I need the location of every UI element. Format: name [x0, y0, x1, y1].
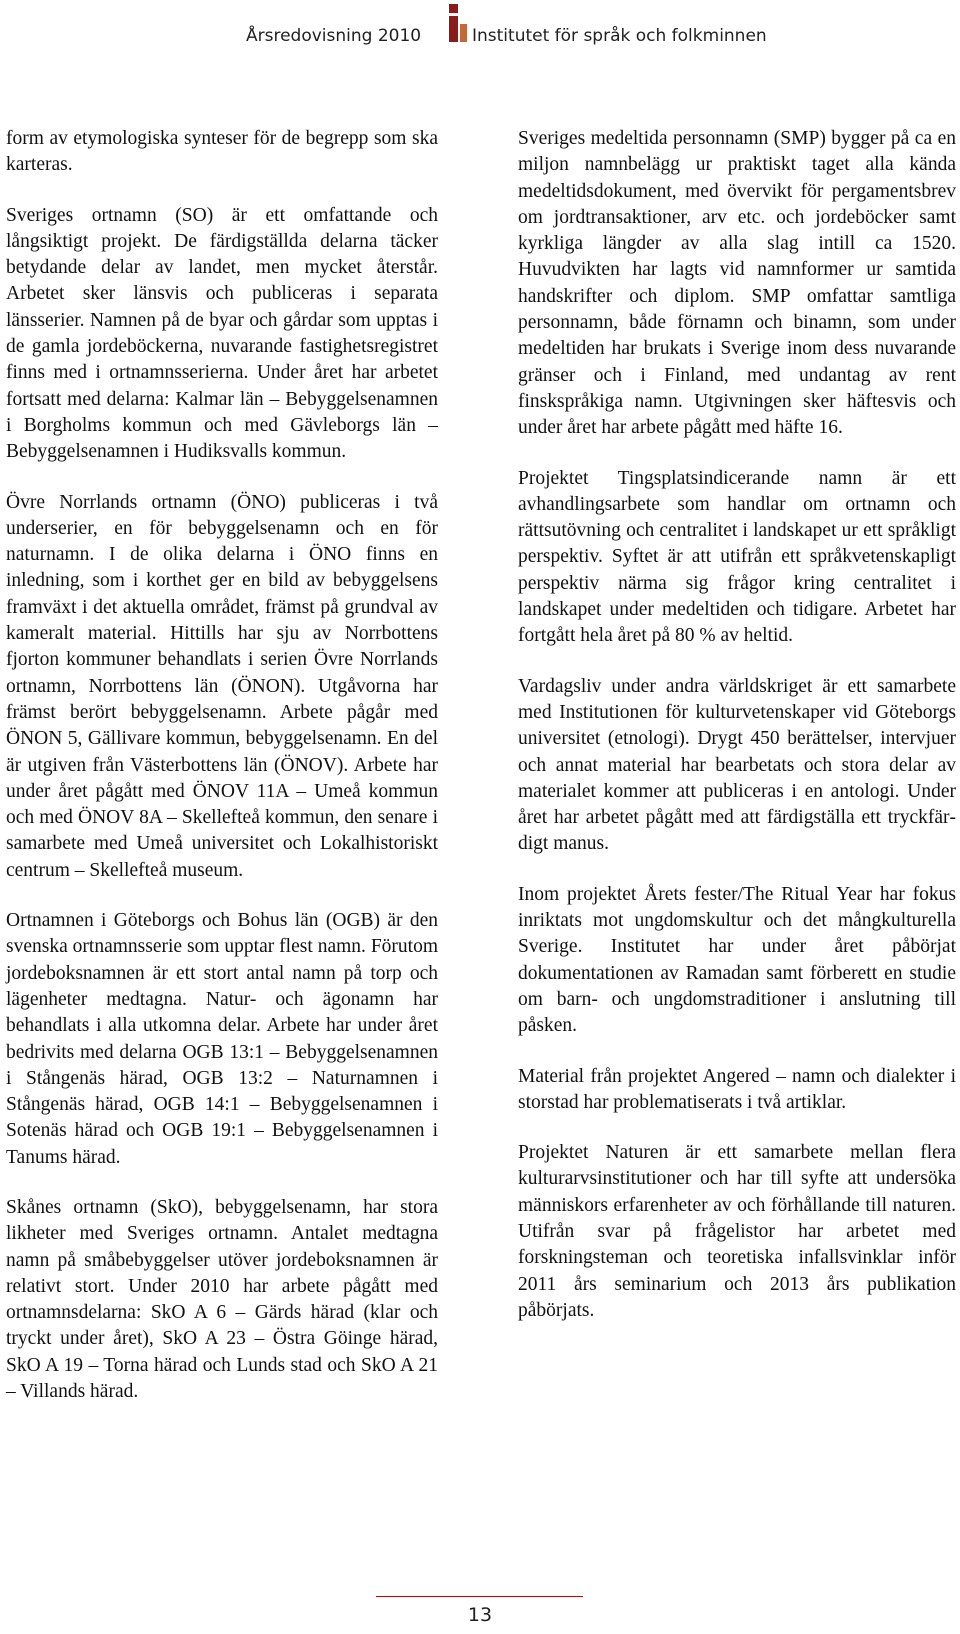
right-column: [518, 126, 956, 1348]
paragraph: Ortnamnen i Göteborgs och Bohus län (OGB) är den svenska ortnamnsserie som upptar flest namn. Förutom jordeboksnamnen är ett stort antal namn på torp och lägenheter medtagna. Natur- och ägonamn har behandlats i alla utkomna delar. Arbete har under året bedrivits med delarna OGB 13:1 – Bebyggelsenamnen i Stångenäs härad, OGB 13:2 – Naturnamnen i Stångenäs härad, OGB 14:1 – Bebyggelsenamnen i Sotenäs härad och OGB 19:1 – Bebyggelsenamnen i Tanums härad.: [6, 910, 438, 1168]
paragraph: Övre Norrlands ortnamn (ÖNO) publiceras i två underserier, en för bebyggelsenamn och en för naturnamn. I de olika delarna i ÖNO finns en inledning, som i korthet ger en bild av bebyggelsens framväxt i det aktuella området, främst på grundval av kameralt material. Hittills har sju av Norrbottens fjorton kommuner behandlats i serien Övre Norrlands ortnamn, Norrbottens län (ÖNON). Utgåvorna har främst berört bebyggelsenamn. Arbete pågår med ÖNON 5, Gällivare kommun, bebyggelsenamn. En del är utgiven från Västerbottens län (ÖNOV). Arbete har under året pågått med ÖNOV 11A – Umeå kommun och med ÖNOV 8A – Skellefteå kommun, den senare i samarbete med Umeå universitet och Lokalhistoriskt centrum – Skellefteå museum.: [6, 491, 438, 881]
paragraph: Inom projektet Årets fester/The Ritual Year har fokus inriktats mot ungdomskultur och det mångkulturella Sverige. Institutet har under året påbörjat dokumentationen av Ramadan samt förberett en studie om barn- och ungdomstraditioner i anslutning till påsken.: [518, 883, 956, 1037]
paragraph: Vardagsliv under andra världskriget är ett samarbete med Institutionen för kulturvetenskaper vid Göteborgs universitet (etnologi). Drygt 450 berättelser, intervjuer och annat material har bearbetats och stora delar av materialet kommer att publiceras i en antologi. Under året har arbetet pågått med att färdigställa ett tryckfärdigt manus.: [518, 675, 956, 855]
institute-logo-icon: [445, 2, 471, 46]
paragraph: Projektet Tingsplatsindicerande namn är ett avhandlingsarbete som handlar om ortnamn och rättsutövning och centralitet i landskapet ur ett språkligt perspektiv. Syftet är att utifrån ett språkvetenskapligt perspektiv närma sig frågor kring centralitet i landskapet under medeltiden och tidigare. Arbetet har fortgått hela året på 80 % av heltid.: [518, 467, 956, 647]
paragraph: Projektet Naturen är ett samarbete mellan flera kulturarvsinstitutioner och har till syfte att undersöka människors erfarenheter av och förhållande till naturen. Utifrån svar på frågelistor har arbetet med forskningsteman och teoretiska infallsvinklar inför 2011 års seminarium och 2013 års publikation påbörjats.: [518, 1142, 956, 1321]
page-header: [0, 0, 960, 60]
paragraph: Sveriges medeltida personnamn (SMP) bygger på ca en miljon namnbelägg ur praktiskt taget alla kända medeltidsdokument, med övervikt för pergamentsbrev om jordtransaktioner, arv etc. och jordeböcker samt kyrkliga längder av alla slag intill ca 1520. Huvudvikten har lagts vid namnformer ur samtida handskrifter och diplom. SMP omfattar samtliga personnamn, både förnamn och binamn, som under medeltiden har brukats i Sverige inom dess nuvarande gränser och i Finland, med undantag av rent finskspråkiga namn. Utgivningen sker häftesvis och under året har arbete pågått med häfte 16.: [518, 128, 956, 439]
paragraph: Skånes ortnamn (SkO), bebyggelsenamn, har stora likheter med Sveriges ortnamn. Antalet medtagna namn på småbebyggelser utöver jordeboksnamnen är relativt stort. Under 2010 har arbete pågått med ortnamnsdelarna: SkO A 6 – Gärds härad (klar och tryckt under året), SkO A 23 – Östra Göinge härad, SkO A 19 – Torna härad och Lunds stad och SkO A 21 – Villands härad.: [6, 1196, 438, 1403]
footer-divider: [376, 1596, 583, 1597]
paragraph: Sveriges ortnamn (SO) är ett omfattande och långsiktigt projekt. De färdigställda delarna täcker betydande delar av landet, men mycket återstår. Arbetet sker länsvis och publiceras i separata länsserier. Namnen på de byar och gårdar som upptas i de gamla jordeböckerna, nuvarande fastighetsregistret finns med i ortnamnsserierna. Under året har arbetet fortsatt med delarna: Kalmar län – Bebyggelsenamnen i Borgholms kommun och med Gävleborgs län – Bebyggelsenamnen i Hudiksvalls kommun.: [6, 204, 438, 463]
report-title: Årsredovisning 2010: [246, 26, 422, 46]
institute-name: Institutet för språk och folkminnen: [472, 26, 767, 46]
page-number: 13: [467, 1604, 493, 1626]
paragraph: Material från projektet Angered – namn och dialekter i storstad har problematiserats i två artiklar.: [518, 1065, 956, 1113]
left-column: [6, 126, 438, 1429]
paragraph: form av etymologiska synteser för de begrepp som ska karteras.: [6, 128, 438, 176]
